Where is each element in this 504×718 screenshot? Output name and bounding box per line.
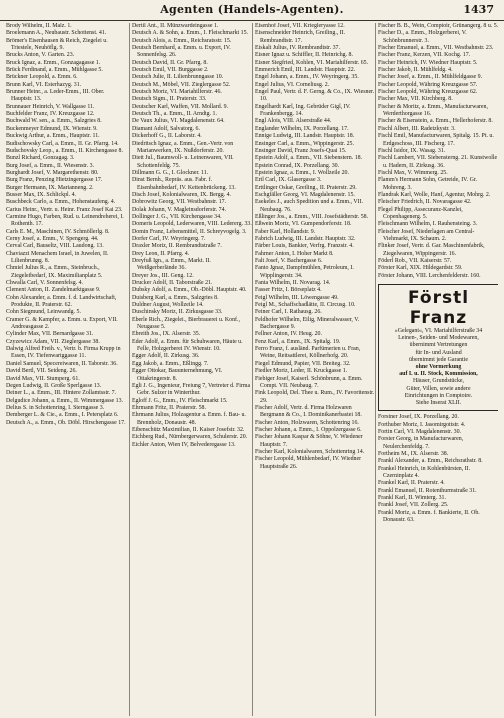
directory-entry: Burghardt Josef, V. Margarethenstr. 80. xyxy=(6,169,99,176)
directory-entry: Epstein Adolf, a. Emm., VII. Siebenstern. 18. xyxy=(255,155,363,162)
directory-entry: De Vaux Julius, VI. Magdalenenstr. 64. xyxy=(132,118,225,125)
advertisement-box xyxy=(378,284,498,411)
directory-entry: Emmerich Emil, III. Landstr. Hauptstr. 22. xyxy=(255,67,356,74)
directory-entry: Eisenhof Josef, VII. Kriegleryasse 12. xyxy=(255,23,345,29)
directory-entry: Epstein Ignaz, a. Emm., I. Wollzeile 20. xyxy=(255,169,349,176)
directory-entry: Disch Josef, Kolonialwaren, IX. Bergg. 4. xyxy=(132,191,232,198)
directory-entry: Fischl Lambert, VII. Siebensterng. 21. Kunstwolle u. Hadern, II. Zirkusg. 36. xyxy=(378,155,498,169)
directory-entry: Frankl Emanuel, II. Rotenthurmstraße 31. xyxy=(378,487,477,494)
advertisement-line: auf I. u. II. Stock, Kommission, xyxy=(399,371,478,378)
page-number: 1437 xyxy=(463,3,494,16)
directory-entry: Broelemann A., Neubaustr. Schottenst. 41. xyxy=(6,30,107,37)
advertisement-line: Güter, Villen, sowie andere xyxy=(406,385,471,392)
directory-entry: Engel Johann, a. Emm., IV. Weyringerg. 35. xyxy=(255,74,359,81)
page-header xyxy=(0,0,504,21)
directory-entry: Feiner Carl, I. Rathausg. 26. xyxy=(255,309,322,316)
directory-entry: Burg Franz, Penzing Hietzingergasse 17. xyxy=(6,177,103,184)
directory-entry: Deutsch Alois, a. Emm., Reichsratsstr. 15. xyxy=(132,37,232,44)
directory-entry: Duldner August, Wollzeile 14. xyxy=(132,302,204,309)
directory-entry: Fischer Josef, a. Emm., II. Mühlfeldgasse 9. xyxy=(378,74,483,81)
directory-entry: Frankl Alexander, a. Emm., Reichsrathstr. 8. xyxy=(378,458,483,465)
directory-entry: Ennige Ludwig, III. Landstr. Hauptstr. 18. xyxy=(255,133,355,140)
directory-entry: Cylinder Max, VII. Bernardgasse 31. xyxy=(6,331,94,338)
directory-entry: Deutsch David, II. Gr. Pfarrg. 8. xyxy=(132,59,208,66)
directory-entry: Ehrmann Julius, Holzagentur a. Emm. f. Bau- u. Brennholz, Donaustr. 48. xyxy=(132,412,246,426)
directory-entry: Czyzewicz Adam, VII. Zieglergasse 38. xyxy=(6,338,100,345)
directory-entry: Chaviazzi Menachem Israel, in Juwelen, II. Lilienbrunng. 8. xyxy=(6,250,109,264)
directory-entry: Cerny Josef, a. Emm., V. Spengerg. 44. xyxy=(6,235,99,242)
directory-entry: Egg Jakob, a. Emm., Eßlingg. 7. xyxy=(132,360,209,367)
directory-entry: Erttlinger Oskar, Greiling., II. Praterstr. 29. xyxy=(255,184,357,191)
directory-entry: Frankel Heinrich, in Kohlenbürsten, II. Czerninplatz 4. xyxy=(378,465,471,480)
directory-entry: Dreyer Jos., III. Geng. 12. xyxy=(132,272,194,279)
directory-column-3 xyxy=(252,23,375,716)
directory-entry: Fischl Emil, Manufacturwaren, Spitalg. 15. Pt. u. Erdgeschoss, III. Fischerg. 17. xyxy=(378,133,494,147)
advertisement-line: »Gelegant«, VI. Mariahilferstraße 34 xyxy=(394,328,483,335)
directory-columns xyxy=(6,23,498,716)
directory-entry: Degen Ludwig, II. Große Sperlgasse 13. xyxy=(6,382,102,389)
directory-entry: Brucks Anton, V. Garten. 23. xyxy=(6,52,75,59)
directory-entry: Chmiel Julius R., a. Emm., Steinbruch., Ziegeleibedarf, IX. Maximilianplatz 5. xyxy=(6,265,103,279)
directory-entry: Budschovsky Leop., a. Emm., II. Kirchengasse 8. xyxy=(6,147,123,154)
directory-entry: Faber Karl, Hollandstr. 9. xyxy=(255,228,316,235)
directory-entry: Eisner Ignaz u. Schiffler, II. Heinrichg. 8. xyxy=(255,52,353,59)
directory-entry: Fischer Leopold, Währing Kreuzgasse 62. xyxy=(378,89,478,96)
directory-entry: Falt Josef, V. Bachergasse 6. xyxy=(255,258,323,264)
directory-entry: Deutscher Karl, Waffen, VII. Mollard. 9. xyxy=(132,103,229,110)
directory-entry: Fischer Johann Kaspar & Söhne, V. Wiedener Hauptstr. 7. xyxy=(255,434,363,448)
directory-entry: Frankel Karl, II. Praterstr. 4. xyxy=(378,480,445,487)
directory-entry: Buschbeck Carlo, a. Emm., Hohenstaufeng. 4. xyxy=(6,199,116,206)
directory-entry: Ertl Carl, IX. Glasergasse 3. xyxy=(255,177,322,184)
directory-entry: Deutsch Bernhard, a. Emm. u. Export, IV. Sonnenfelsg. 26. xyxy=(132,45,231,59)
directory-entry: Fanta Wilhelm, II. Novarag. 14. xyxy=(255,280,331,287)
directory-entry: Delius S. in Schottenring, I. Sterngasse 3. xyxy=(6,404,105,411)
directory-entry: Forster Georg, in Manufacturwaren, Neulerchenfeldg. 7. xyxy=(378,436,464,450)
advertisement-line: übernimmt jede Garantie xyxy=(409,356,468,363)
directory-entry: Busser Max, IX. Schlickpl. 4. xyxy=(6,191,77,198)
directory-entry: Eßlinger Jos., a. Emm., VIII. Josefstädterstr. 58. xyxy=(255,213,369,220)
directory-entry: Duisberg Karl, a. Emm., Salzgries 8. xyxy=(132,294,219,301)
directory-column-4 xyxy=(375,23,498,716)
directory-entry: Buchwald W. sen., a. Emm., Salzgries 8. xyxy=(6,118,102,125)
directory-entry: Deutsch Emil, VII. Burggasse 2. xyxy=(132,67,209,74)
directory-entry: Förster Karl, XIX. Hildegardstr. 59. xyxy=(378,265,463,272)
directory-entry: Fischer Heinrich, IV. Wiedner Hauptstr. 5. xyxy=(378,59,478,66)
directory-entry: Deiner L., a. Emm., III. Hintere Zollamtsstr. 7. xyxy=(6,390,117,397)
advertisement-line: Häuser, Grundstücke, xyxy=(413,378,464,385)
directory-entry: Drucker Adolf, II. Taborstraße 21. xyxy=(132,280,213,287)
directory-entry: Cramer G. & Kampfer, a. Emm. u. Export, VII. Andreasgasse 2. xyxy=(6,316,118,331)
directory-entry: Engl Alois, VIII. Alserstraße 44. xyxy=(255,118,332,125)
directory-entry: Eiskalt Julius, IV. Rembrandtstr. 37. xyxy=(255,45,340,52)
directory-entry: Diett Jul., Baumwoll- u. Leinenwaren, VII. Schottenfeldg. 75. xyxy=(132,155,234,169)
directory-entry: Epstein Conrad, IX. Porzellang. 30. xyxy=(255,162,340,169)
directory-entry: Dollinger J. G., VII. Kirchengasse 34. xyxy=(132,213,222,220)
directory-entry: Eßwein Moriz, VI. Gumpendorferstr. 18. xyxy=(255,221,352,228)
directory-column-2 xyxy=(129,23,252,716)
directory-entry: Carmine Hugo, Farben, Rud. u. Leinendreherei, I. Rothenth. 17. xyxy=(6,213,124,228)
directory-entry: Fischer & Eisenstein, a. Emm., Hellerhoferstr. 8. xyxy=(378,118,493,125)
directory-entry: Fischer Leopold, Währing Kreuzgasse 57. xyxy=(378,81,478,88)
directory-entry: Burg Josef, a. Emm., II. Wiesenstr. 3. xyxy=(6,162,95,169)
directory-entry: Fabrich Ludwig, III. Landstr. Hauptstr. 32. xyxy=(255,235,356,242)
directory-entry: Engel Paul, Vertr. d. F. Gerng. & Co., IX. Wiesner. 10. xyxy=(255,89,375,103)
directory-entry: Feigl Wilhelm, III. Löwengasse 49. xyxy=(255,294,339,301)
directory-entry: Eder Adolf, a. Emm. für Schuhwaren, Häute u. Felle, Holzgerberei IV. Wienstr. 10. xyxy=(132,338,243,353)
directory-entry: Fischer Emanuel, a. Emm., VII. Westbahnstr. 23. xyxy=(378,45,494,52)
directory-entry: Demberger L. & Cie., a. Emm., I. Petersplatz 6. xyxy=(6,412,119,419)
directory-entry: Diamant Adolf, Salvatorg. 6. xyxy=(132,125,200,132)
directory-entry: Eberle Rich., Ziegelei., Bierbrauerei u. Konf., Neugasse 5. xyxy=(132,316,240,331)
directory-entry: Ensinger David, Franz Josefs-Quai 15. xyxy=(255,147,347,154)
directory-entry: Dreyfuß Ign., a. Emm., Markt. II. Weißgerberlände 36. xyxy=(132,258,211,272)
directory-entry: Egloff J. G., Emm., IV. Fleischmarkt 15. xyxy=(132,397,228,404)
directory-entry: Eichler Anton, Wien IV, Belvederegasse 13. xyxy=(132,441,236,448)
directory-entry: Diedritsch Ignaz, a. Emm., Gen.-Vertr. von Marianwerken, IX. Nußdorferstr. 20. xyxy=(132,140,234,154)
directory-entry: Ferro Franz, f. ausländ. Parfümerien u. Fran, Weine, Reitsattlerei, Köllnerhofg. 20. xyxy=(255,346,361,360)
directory-entry: Fiedler Moriz, Leder, II. Kruckgasse 1. xyxy=(255,368,348,375)
directory-entry: Fischer D., a. Emm., Holzgerberei, V. Schönbrunnerstr. 3. xyxy=(378,30,467,44)
directory-entry: Cohn Siegmund, Leinwandg. 5. xyxy=(6,309,81,316)
directory-entry: Eichberg Rud., Nürnbergerwaren, Schulerstr. 20. xyxy=(132,434,248,441)
directory-entry: Deutsch Th., a. Emm., II. Arndtg. 1. xyxy=(132,111,217,118)
directory-entry: Ehrmann Fritz, II. Praterstr. 58. xyxy=(132,404,206,411)
directory-entry: Dertil Ant., II. Münzwardeingasse 1. xyxy=(132,23,219,29)
directory-entry: Deutsch Julie, II. Lilienbrunngasse 10. xyxy=(132,74,224,81)
page-title: Agenten (Handels-Agenten). xyxy=(160,3,344,16)
directory-entry: Frankl Karl, II. Wimterg. 31. xyxy=(378,495,446,502)
directory-entry: Chwalla Carl, V. Sonnenfelsg. 4. xyxy=(6,280,84,287)
directory-entry: Fischer B. B., Wein, Comptoir, Grünangerg. 8 u. 5. xyxy=(378,23,498,29)
directory-entry: Dorfer Carl, IV. Weyringerg. 7. xyxy=(132,235,206,242)
directory-entry: Budischowsky Carl, a. Emm., II. Gr. Pfarrg. 14. xyxy=(6,140,119,147)
directory-entry: Fenz Karl, a. Emm., IX. Spitalg. 19. xyxy=(255,338,341,345)
directory-entry: Drey Leon, II. Pfarrg. 4. xyxy=(132,250,190,257)
directory-entry: Fischer Max, VII. Kirchberg. 8. xyxy=(378,96,453,103)
directory-entry: Deutsch Sigm., II. Praterstr. 33. xyxy=(132,96,207,103)
directory-entry: Fahrner Anton, I. Hoher Markt 8. xyxy=(255,250,334,257)
directory-entry: Brömer's Eisenhausen & Reich, Ziegelei u. Triestele, Neuhöflg. 9. xyxy=(6,37,108,52)
directory-entry: Fanto Jgnaz, Dampfmühlen, Petroleum, I. Wipplingerstr. 34. xyxy=(255,265,354,279)
directory-entry: Fiegel Edmund, Papier, VII. Breiteg. 32. xyxy=(255,360,351,367)
directory-entry: Domin Franz, Lebensmittel, II. Schreyvogelg. 3. xyxy=(132,228,247,235)
directory-entry: Fellner Anton, IV. Heug. 20. xyxy=(255,331,322,338)
directory-entry: Dinst Bernh., Repräs. aus. Fabr. f. Eisenbahnbedarf, IV. Kettenbrückeng. 13. xyxy=(132,177,236,191)
directory-entry: Englander Wilhelm, IX. Porzellang. 17. xyxy=(255,125,349,132)
directory-entry: Fischer Johann, a. Emm., I. Oppolzergasse 6. xyxy=(255,426,362,433)
directory-entry: Delgudice Johann, a. Emm., II. Wimmergasse 13. xyxy=(6,397,124,404)
directory-entry: Deutsch Moriz, VI. Mariahilferstr. 46. xyxy=(132,89,222,96)
directory-entry: Forthuber Moriz, I. Jasomirgottstr. 4. xyxy=(378,421,466,428)
directory-entry: Flamm's Hermann Sohn, Getreide, IV. Gr. Mohreng. 3. xyxy=(378,177,477,191)
directory-column-1 xyxy=(6,23,126,716)
directory-entry: Dubsky Adolf, a. Emm., Ob.-Döbl. Hauptstr. 40. xyxy=(132,287,247,294)
directory-entry: Deutsch M., Möbel, VII. Zieglergasse 52. xyxy=(132,81,231,88)
directory-entry: Eibenschütz Maximilian, II. Kaiser Josefstr. 32. xyxy=(132,426,245,433)
directory-entry: Fischer Leopold, Mühlenbedarf, IV. Wiedner Hauptstraße 26. xyxy=(255,456,362,470)
directory-entry: Fortin Carl, VI. Magdalenenstr. 30. xyxy=(378,428,462,435)
directory-entry: Brückner Leopold, a. Emm. 6. xyxy=(6,74,78,81)
directory-entry: Dillmann G. G., I. Glockner. 11. xyxy=(132,169,209,176)
directory-entry: Brody Wilhelm, II. Malz. 1. xyxy=(6,23,72,29)
directory-entry: Brunner Heinr., a. Leder-Emm., III. Ober. Hauptstr. 13. xyxy=(6,89,105,103)
advertisement-line: Leinen-, Seiden- und Modewaren, xyxy=(398,335,479,342)
advertisement-line: für In- und Ausland xyxy=(415,349,462,356)
directory-entry: Flandrak Karl, Wolle, Hanf, Agentur, Mohrg. 2. xyxy=(378,191,491,198)
directory-entry: Fischer Franz, Kerzen, VII. Kochg. 17. xyxy=(378,52,471,59)
directory-entry: Dalwig Alfred Freih. v., Vertr. b. Firma Krupp in Essen, IV. Tiefenwartggasse 11. xyxy=(6,346,121,360)
directory-entry: Frankl Josef, VII. Zollerg. 25. xyxy=(378,502,449,509)
directory-entry: Fischl Albert, III. Radetzkystr. 3. xyxy=(378,125,456,132)
directory-entry: Deutsch A. & Sohn, a. Emm., I. Fleischmarkt 15. xyxy=(132,30,249,37)
directory-entry: Cohn Alexander, a. Emm. f. d. Landwirtschaft, Produkte, II. Praterstr. 62. xyxy=(6,294,117,309)
directory-entry: Flinker Josef, Vertr. d. Gar. Maschinenfabrik, Ziegelwaren, Wippingerstr. 16. xyxy=(378,243,485,257)
directory-entry: Eisner Siegfried, Kohlen, VI. Mariahilferstr. 65. xyxy=(255,59,369,66)
directory-entry: Feigl M., Schaffschadlätte, II. Circusg. 10. xyxy=(255,302,356,309)
directory-entry: Bunzl Richard, Gonzagag. 3. xyxy=(6,155,75,162)
directory-entry: Eschgfäller Georg, VI. Magdalenenstr. 15. xyxy=(255,191,355,198)
directory-entry: Dickerhoff G., II. Laborstr. 4. xyxy=(132,133,202,140)
directory-entry: Fleischmann Wilhelm, I. Rauhensteing. 3. xyxy=(378,221,478,228)
directory-entry: Brunnauer Heinrich, V. Wallgasse 11. xyxy=(6,103,95,110)
directory-entry: Egger Ottokar, Bauunternehmung, VI. Ottakringerstr. 8. xyxy=(132,368,223,382)
directory-entry: Eisenschneider Heinrich, Greiling., II. Rembrandtstr. 17. xyxy=(255,30,346,44)
directory-entry: Brück Ferdinand, a. Emm., Mühlgasse 5. xyxy=(6,67,103,74)
directory-entry: Deutsch A., a. Emm., Ob. Döbl. Hirschengasse 17. xyxy=(6,419,126,426)
advertisement-line: Einrichtungen in Comptoire. xyxy=(404,392,473,399)
directory-entry: Duschinsky Moriz, II. Zirkusgasse 33. xyxy=(132,309,223,316)
directory-entry: Engel Julius, VI. Corneliusg. 2. xyxy=(255,81,330,88)
directory-entry: Buchfelder Franz, IV. Kreuzgasse 12. xyxy=(6,111,95,118)
directory-entry: Fischer Jakob, II. Mühlfeldg. 4. xyxy=(378,67,453,74)
directory-entry: Förster Johann, VIII. Lerchenfelderstr. 160. xyxy=(378,272,481,279)
directory-entry: David Bertl, VII. Seideng. 26. xyxy=(6,368,77,375)
directory-entry: Feldhofer Wilhelm, Eilig, Mineralwasser, V. Bachergasse 9. xyxy=(255,316,360,331)
directory-entry: Fischer Karl, Kolonialwaren, Schottenring 14. xyxy=(255,448,365,455)
directory-entry: Engelhardt Karl, Ing. Gebrüder Gigl, IV. Frankenbergg. 14. xyxy=(255,103,351,118)
advertisement-title: Förstl Franz xyxy=(407,288,470,329)
directory-entry: Ebreith Jos., IX. Alserstr. 35. xyxy=(132,331,201,338)
directory-entry: Fleischer Josef, Niederlagen am Central-Viehmarkt, IX. Schaum. 2. xyxy=(378,228,475,242)
directory-entry: David Max, VII. Stumperg. 61. xyxy=(6,375,80,382)
directory-entry: Draxler Moriz, II. Rembrandtstraße 7. xyxy=(132,243,222,250)
directory-entry: Daniel Samuel, Specereiwaren, II. Taborstr. 36. xyxy=(6,360,118,367)
directory-entry: Fasser Fritz, I. Börseplatz 4. xyxy=(255,287,322,294)
directory-entry: Esekeles J., auch Spedition und a. Emm., VII. Neubaug. 76. xyxy=(255,199,364,213)
advertisement-line: Siehe Inserat XLII. xyxy=(415,400,462,407)
directory-entry: Fischer & Moritz, a. Emm., Manufacturwaren, Werderthorgasse 16. xyxy=(378,103,488,118)
directory-entry: Fink Leopold, Del. Thee u. Rum., IV. Favoritenstr. 29. xyxy=(255,390,375,404)
directory-entry: Cerval Carl, Bauseltz, VIII. Laudong. 13. xyxy=(6,243,104,250)
directory-entry: Flegel Philipp, Assecuranz-Kanzlei, Copenhagenerg. 5. xyxy=(378,206,463,220)
directory-entry: Buckenmeyer Edmund, IX. Wienstr. 9. xyxy=(6,125,98,132)
directory-entry: Fortheim M., IX. Alserstr. 38. xyxy=(378,450,449,457)
directory-entry: Fleischer Friedrich, II. Novaragasse 42. xyxy=(378,199,472,206)
directory-entry: Färber Louis, Bankier, Verfrg. Franzstr. 4. xyxy=(255,243,354,250)
directory-entry: Egli J. G., Ingenieur, Freiung 7, Vertreter d. Firma Gebr. Sulzer in Winterthur. xyxy=(132,382,251,397)
directory-entry: Burger Hermann, IX. Marianneng. 2. xyxy=(6,184,94,191)
directory-entry: Fischer Anton, Holzwaren, Schottenring 16. xyxy=(255,419,359,426)
directory-entry: Fischer Adolf, Vertr. d. Firma Holzwaren Bergmann & Co., I. Dominikanerbastei 18. xyxy=(255,404,362,419)
directory-entry: Dobrowitz Georg, VII. Westbahnstr. 17. xyxy=(132,199,227,206)
directory-entry: Bruck Ignaz, a. Emm., Gonzagagasse 1. xyxy=(6,59,101,66)
directory-entry: Clement Anton, II. Zandelmarktgasse 9. xyxy=(6,287,101,294)
directory-entry: Fischl Max, V. Wimmerg. 25. xyxy=(378,169,448,176)
directory-entry: Fiebiger Josef, Kaiserl. Schönbrunn, a. Emm. Compt. VII. Neubaug. 7. xyxy=(255,375,363,389)
directory-entry: Frankl Moriz, a. Emm. f. Bankierte, II. Ob. Donaustr. 63. xyxy=(378,509,480,524)
directory-entry: Forstner Josef, IX. Porzellang. 20. xyxy=(378,414,459,421)
directory-entry: Brunn Karl, VI. Esterhazyg. 31. xyxy=(6,81,82,88)
directory-entry: Buckwig Arthur, a. Emm., Hauptstr. 11. xyxy=(6,133,100,140)
directory-entry: Dolak Johann, V. Magleinsdorferstr. 74. xyxy=(132,206,227,213)
directory-entry: Fischl Isidor, IX. Wasag. 31. xyxy=(378,147,446,154)
directory-entry: Egger Adolf, II. Zirkusg. 36. xyxy=(132,353,200,360)
directory-entry: Carls E. M., Maschinen, IV. Schmöllerlg. 8. xyxy=(6,228,110,235)
directory-entry: Föderl Rob., VII. Kaiserstr. 57. xyxy=(378,258,452,264)
directory-entry: Carius Heinr., Vertr. u. Heinr. Franz Josef Kai 23. xyxy=(6,206,123,213)
directory-entry: Ensinger Carl, a. Emm., Wippingerstr. 25. xyxy=(255,140,354,147)
advertisement-line: übernimmt Vertretungen xyxy=(409,342,468,349)
directory-entry: Domeris Leopold, Lederwaren, VIII. Ledererg. 33. xyxy=(132,221,252,228)
advertisement-line: ohne Vormerkung xyxy=(415,364,462,371)
